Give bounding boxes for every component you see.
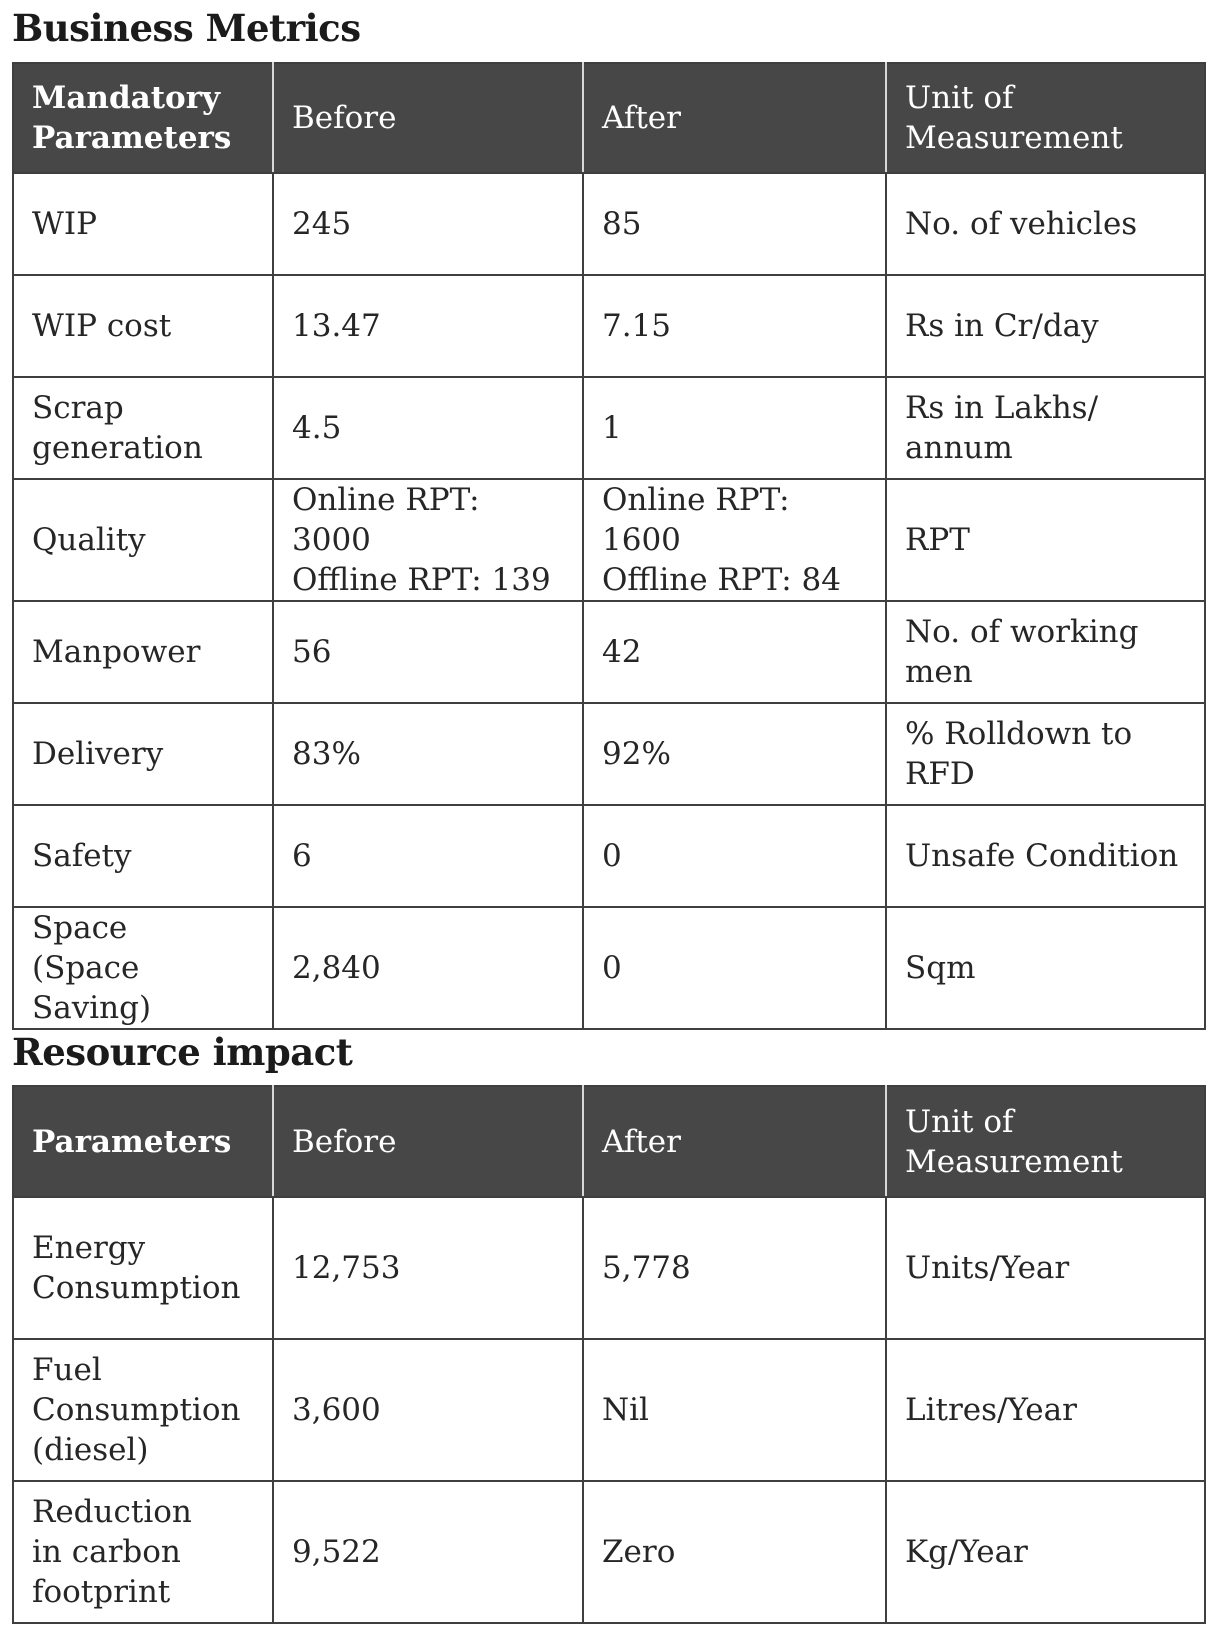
- cell-before: 2,840: [273, 907, 583, 1029]
- table-row: [13, 805, 1205, 907]
- table-row: [13, 377, 1205, 479]
- business-metrics-table: [12, 62, 1206, 1030]
- table-row: [13, 907, 1205, 1029]
- cell-before: 3,600: [273, 1339, 583, 1481]
- cell-unit: RPT: [886, 479, 1205, 601]
- cell-before: 13.47: [273, 275, 583, 377]
- table-row: [13, 479, 1205, 601]
- table-row: [13, 275, 1205, 377]
- cell-after: 5,778: [583, 1197, 886, 1339]
- cell-unit: Unsafe Condition: [886, 805, 1205, 907]
- cell-after: 1: [583, 377, 886, 479]
- cell-after: 92%: [583, 703, 886, 805]
- column-header-unit: Unit of Measurement: [886, 1086, 1205, 1197]
- cell-before: 83%: [273, 703, 583, 805]
- cell-unit: No. of vehicles: [886, 173, 1205, 275]
- cell-unit: Litres/Year: [886, 1339, 1205, 1481]
- cell-after: 7.15: [583, 275, 886, 377]
- table-row: [13, 1339, 1205, 1481]
- cell-before: Online RPT: 3000 Offline RPT: 139: [273, 479, 583, 601]
- cell-before: 4.5: [273, 377, 583, 479]
- column-header-parameters: Mandatory Parameters: [13, 63, 273, 173]
- cell-after: Online RPT: 1600 Offline RPT: 84: [583, 479, 886, 601]
- table-header-row: [13, 1086, 1205, 1197]
- cell-parameter: Fuel Consumption (diesel): [13, 1339, 273, 1481]
- cell-parameter: WIP cost: [13, 275, 273, 377]
- column-header-parameters: Parameters: [13, 1086, 273, 1197]
- cell-parameter: Quality: [13, 479, 273, 601]
- cell-unit: No. of working men: [886, 601, 1205, 703]
- cell-parameter: Reduction in carbon footprint: [13, 1481, 273, 1623]
- cell-before: 56: [273, 601, 583, 703]
- table-row: [13, 703, 1205, 805]
- table-row: [13, 1481, 1205, 1623]
- cell-before: 9,522: [273, 1481, 583, 1623]
- table-header-row: [13, 63, 1205, 173]
- table-row: [13, 1197, 1205, 1339]
- cell-before: 6: [273, 805, 583, 907]
- business-metrics-title: Business Metrics: [12, 6, 361, 50]
- cell-parameter: Delivery: [13, 703, 273, 805]
- column-header-after: After: [583, 63, 886, 173]
- cell-after: 0: [583, 907, 886, 1029]
- column-header-unit: Unit of Measurement: [886, 63, 1205, 173]
- cell-parameter: WIP: [13, 173, 273, 275]
- cell-after: 0: [583, 805, 886, 907]
- cell-unit: Rs in Cr/day: [886, 275, 1205, 377]
- column-header-before: Before: [273, 63, 583, 173]
- cell-unit: Sqm: [886, 907, 1205, 1029]
- cell-parameter: Manpower: [13, 601, 273, 703]
- cell-before: 12,753: [273, 1197, 583, 1339]
- cell-parameter: Scrap generation: [13, 377, 273, 479]
- column-header-after: After: [583, 1086, 886, 1197]
- cell-after: 42: [583, 601, 886, 703]
- cell-parameter: Space (Space Saving): [13, 907, 273, 1029]
- resource-impact-table: [12, 1085, 1206, 1624]
- cell-before: 245: [273, 173, 583, 275]
- cell-after: 85: [583, 173, 886, 275]
- cell-parameter: Safety: [13, 805, 273, 907]
- cell-unit: Kg/Year: [886, 1481, 1205, 1623]
- cell-unit: Units/Year: [886, 1197, 1205, 1339]
- cell-after: Zero: [583, 1481, 886, 1623]
- table-row: [13, 173, 1205, 275]
- resource-impact-title: Resource impact: [12, 1030, 353, 1074]
- table-row: [13, 601, 1205, 703]
- column-header-before: Before: [273, 1086, 583, 1197]
- cell-unit: Rs in Lakhs/ annum: [886, 377, 1205, 479]
- cell-unit: % Rolldown to RFD: [886, 703, 1205, 805]
- cell-after: Nil: [583, 1339, 886, 1481]
- cell-parameter: Energy Consumption: [13, 1197, 273, 1339]
